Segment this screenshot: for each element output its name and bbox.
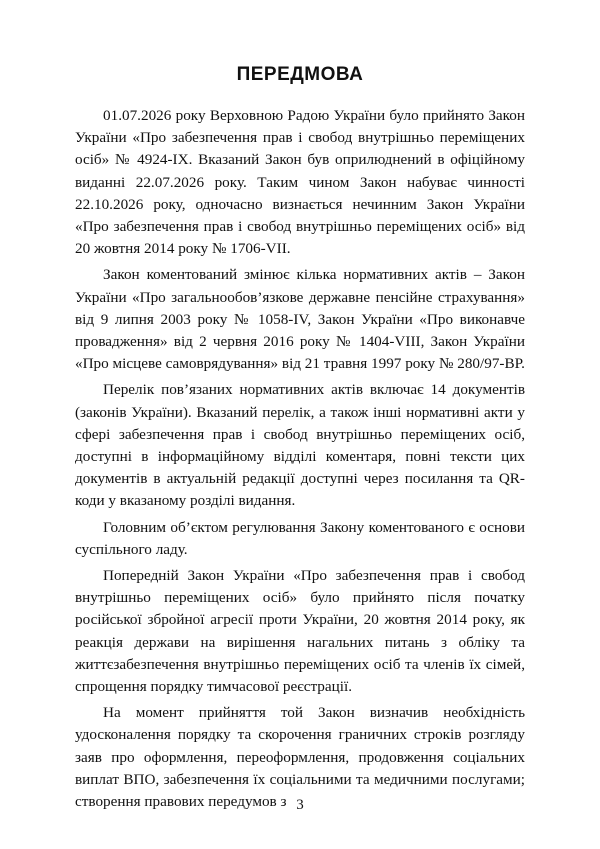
paragraph-6: На момент прийняття той Закон визначив необхідність удосконалення порядку та скорочення граничних строків розгляду заяв про оформлення, переоформлення, продовження соціальних виплат ВПО, забезпечення їх соціальними та медичними послугами; створення правових передумов з xyxy=(75,704,525,811)
paragraph-5: Попередній Закон України «Про забезпечення прав і свобод внутрішньо переміщених осіб» було прийнято після початку російської збройної агресії проти України, 20 жовтня 2014 року, як реакція держави на вирішення нагальних питань з обліку та життєзабезпечення внутрішньо переміщених осіб та членів їх сімей, спрощення порядку тимчасової реєстрації. xyxy=(75,567,525,696)
paragraph-3: Перелік пов’язаних нормативних актів включає 14 документів (законів України). Вказаний перелік, а також інші нормативні акти у сфері забезпечення прав і свобод внутрішньо переміщених осіб, доступні в інформаційному відділі коментаря, повні тексти цих документів в актуальній редакції доступні через посилання та QR-коди у вказаному розділі видання. xyxy=(75,381,525,510)
paragraph-2: Закон коментований змінює кілька нормативних актів – Закон України «Про загальнообов’язкове державне пенсійне страхування» від 9 липня 2003 року № 1058-IV, Закон України «Про виконавче провадження» від 2 червня 2016 року № 1404-VIII, Закон України «Про місцеве самоврядування» від 21 травня 1997 року № 280/97-ВР. xyxy=(75,266,525,373)
paragraph-4: Головним об’єктом регулювання Закону коментованого є основи суспільного ладу. xyxy=(75,518,525,558)
body-text xyxy=(75,105,525,817)
paragraph-1: 01.07.2026 року Верховною Радою України було прийнято Закон України «Про забезпечення прав і свобод внутрішньо переміщених осіб» № 4924-IX. Вказаний Закон був оприлюднений в офіційному виданні 22.07.2026 року. Таким чином Закон набуває чинності 22.10.2026 року, одночасно визнається нечинним Закон України «Про забезпечення прав і свобод внутрішньо переміщених осіб» від 20 жовтня 2014 року № 1706-VII. xyxy=(75,107,525,258)
page-number: 3 xyxy=(296,797,304,813)
page-title: ПЕРЕДМОВА xyxy=(236,64,364,85)
